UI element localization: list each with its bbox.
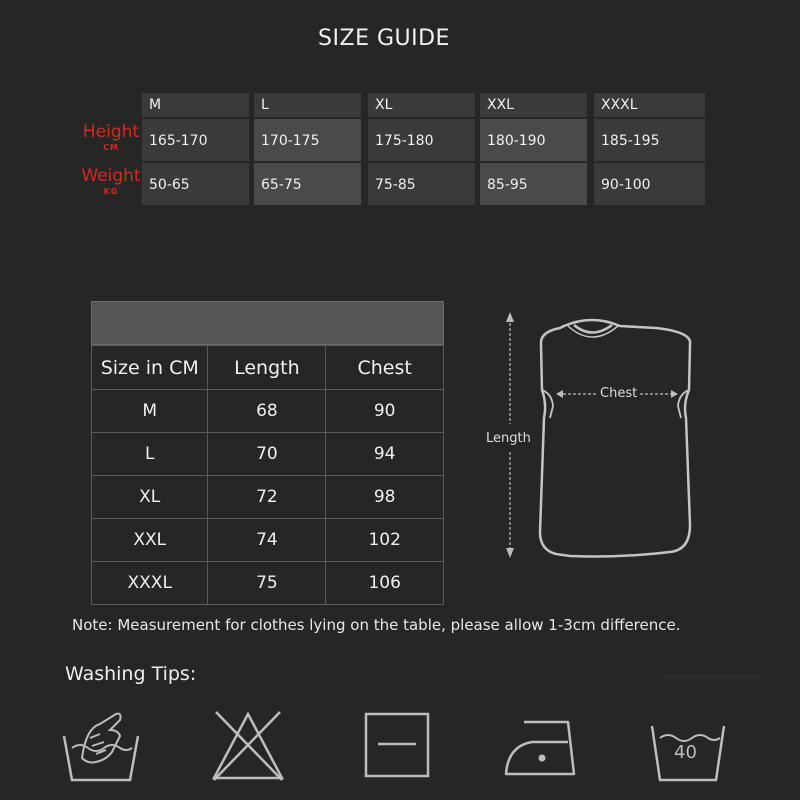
length-label: Length [486, 431, 531, 446]
weight-label [80, 161, 142, 205]
weight-cell: 75-85 [368, 161, 478, 205]
size-header-cell: M [142, 93, 252, 117]
weight-cell: 65-75 [254, 161, 364, 205]
weight-cell: 90-100 [594, 161, 708, 205]
weight-label-text: Weight [81, 166, 141, 186]
size-header-cell: XXL [480, 93, 590, 117]
height-cell: 180-190 [480, 117, 590, 161]
chest-label: Chest [600, 386, 638, 401]
measurement-cell: 68 [208, 390, 326, 433]
height-label [80, 117, 142, 161]
weight-cell: 50-65 [142, 161, 252, 205]
measurement-cell: 75 [208, 562, 326, 605]
height-label-text: Height [82, 122, 140, 142]
measurement-row [92, 562, 444, 605]
measurement-grid [91, 345, 444, 605]
measurement-header-cell: Chest [326, 346, 444, 390]
measurement-cell: 90 [326, 390, 444, 433]
measurement-row [92, 390, 444, 433]
weight-unit: KG [103, 187, 119, 196]
height-cell: 170-175 [254, 117, 364, 161]
measurement-cell: L [92, 433, 208, 476]
size-header-cell: L [254, 93, 364, 117]
measurement-table [91, 301, 444, 605]
wash-40-icon [648, 716, 728, 790]
measurement-cell: 106 [326, 562, 444, 605]
iron-low-icon [502, 712, 584, 782]
measurement-note: Note: Measurement for clothes lying on the table, please allow 1-3cm difference. [72, 616, 681, 634]
measurement-cell: 74 [208, 519, 326, 562]
weight-cell: 85-95 [480, 161, 590, 205]
divider [660, 676, 760, 677]
measurement-row [92, 519, 444, 562]
measurement-cell: XXXL [92, 562, 208, 605]
measurement-table-header-band [91, 301, 444, 345]
dry-flat-icon [364, 712, 430, 782]
measurement-cell: XL [92, 476, 208, 519]
measurement-cell: M [92, 390, 208, 433]
size-header-cell: XXXL [594, 93, 708, 117]
height-cell: 175-180 [368, 117, 478, 161]
measurement-header-row [92, 346, 444, 390]
size-header-cell: XL [368, 93, 478, 117]
height-unit: CM [103, 143, 119, 152]
shirt-diagram [470, 300, 730, 580]
measurement-cell: XXL [92, 519, 208, 562]
height-cell: 185-195 [594, 117, 708, 161]
measurement-cell: 102 [326, 519, 444, 562]
page-title: SIZE GUIDE [318, 26, 450, 51]
measurement-cell: 70 [208, 433, 326, 476]
hand-wash-icon [60, 708, 142, 794]
measurement-cell: 94 [326, 433, 444, 476]
measurement-row [92, 433, 444, 476]
height-cell: 165-170 [142, 117, 252, 161]
measurement-header-cell: Size in CM [92, 346, 208, 390]
do-not-bleach-icon [210, 708, 286, 788]
measurement-header-cell: Length [208, 346, 326, 390]
wash-temperature: 40 [674, 742, 697, 763]
measurement-cell: 72 [208, 476, 326, 519]
measurement-cell: 98 [326, 476, 444, 519]
washing-tips-title: Washing Tips: [65, 663, 197, 685]
measurement-row [92, 476, 444, 519]
